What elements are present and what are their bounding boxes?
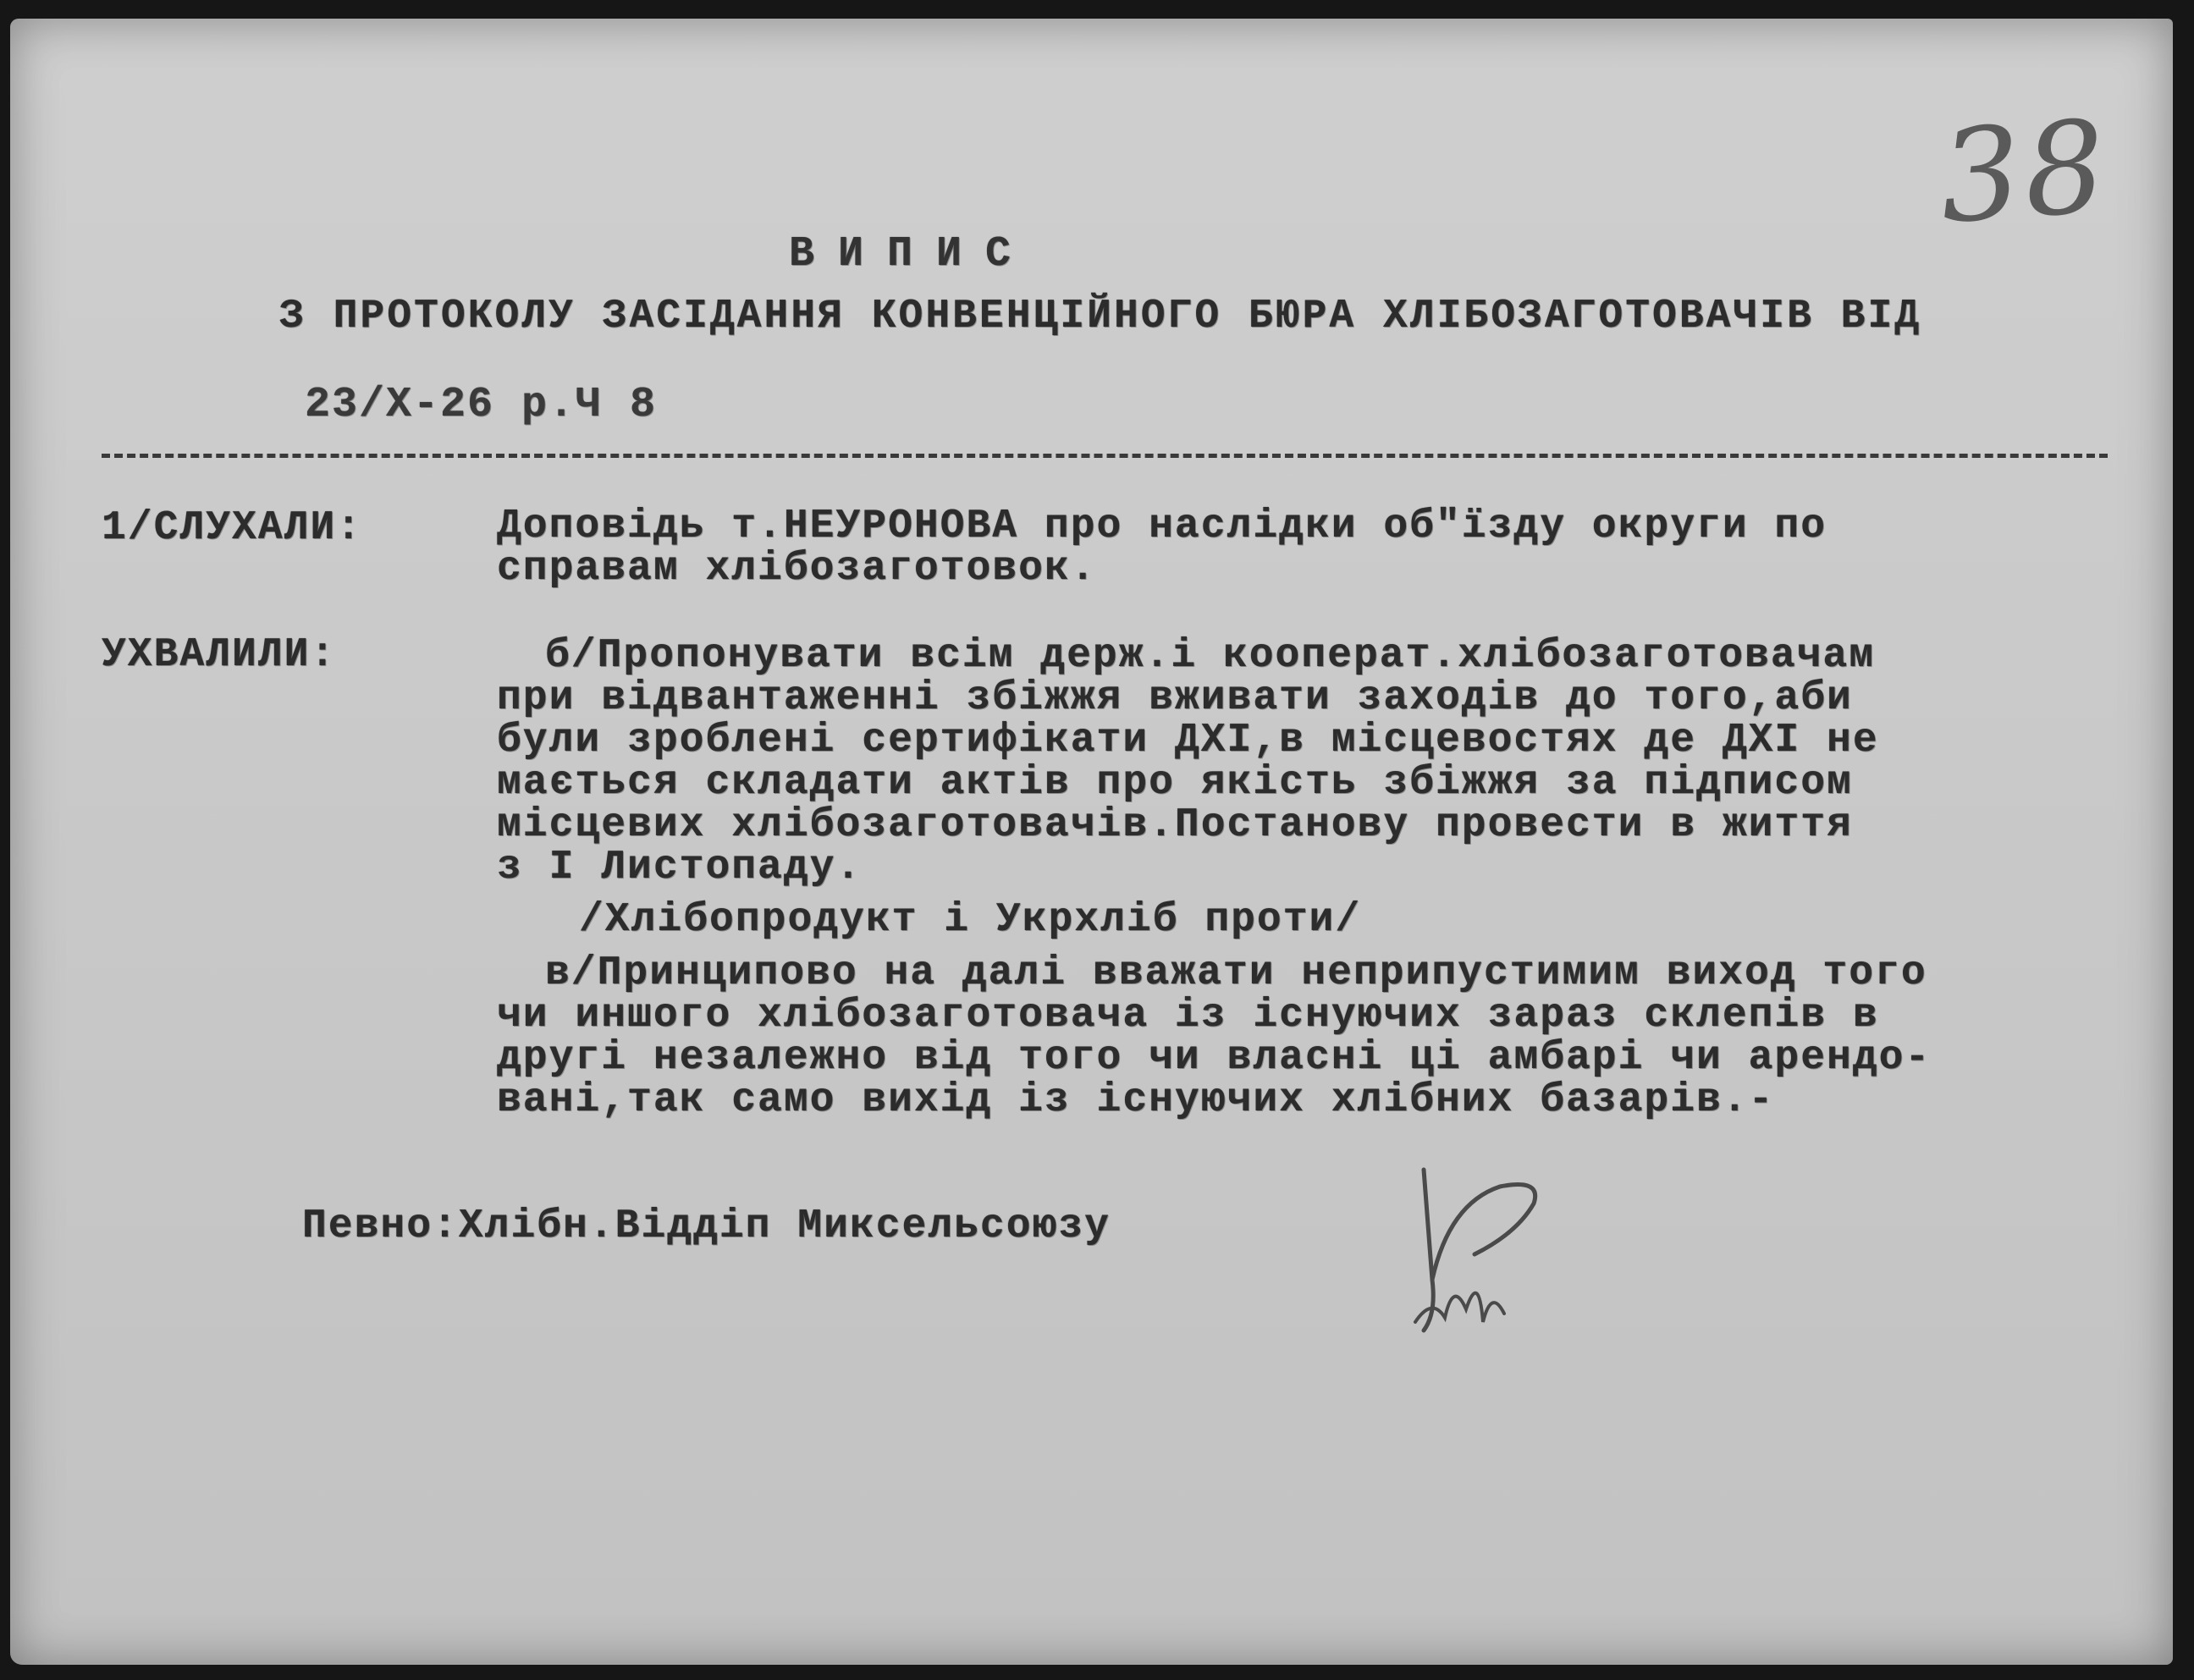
handwritten-signature [1398, 1153, 1559, 1347]
resolved-line: б/Пропонувати всім держ.і кооперат.хлібозаготовачам [545, 633, 1876, 679]
heard-line: Доповідь т.НЕУРОНОВА про наслідки об"їзду округи по [497, 504, 1827, 549]
heard-line: справам хлібозаготовок. [497, 546, 1097, 592]
resolved-line: місцевих хлібозаготовачів.Постанову провести в життя [497, 802, 1853, 848]
dashed-divider [102, 454, 2108, 458]
resolved-label: УХВАЛИЛИ: [102, 632, 337, 678]
resolved-line: мається складати актів про якість збіжжя за підписом [497, 760, 1853, 806]
heard-label: 1/СЛУХАЛИ: [102, 505, 363, 551]
resolved-line: при відвантаженні збіжжя вживати заходів до того,аби [497, 675, 1853, 721]
document-title: ВИПИС [789, 230, 1035, 278]
resolved-line: другі незалежно від того чи власні ці амбарі чи арендо- [497, 1035, 1932, 1081]
resolved-line: чи иншого хлібозаготовача із існуючих зараз склепів в [497, 993, 1879, 1038]
meeting-date-line: 23/Х-26 р.Ч 8 [305, 381, 658, 429]
resolved-line: були зроблені сертифікати ДХІ,в місцевостях де ДХІ не [497, 718, 1879, 763]
document-subtitle: З ПРОТОКОЛУ ЗАСІДАННЯ КОНВЕНЦІЙНОГО БЮРА ХЛІБОЗАГОТОВАЧІВ ВІД [279, 294, 1922, 339]
resolved-dissent-note: /Хлібопродукт і Укрхліб проти/ [579, 897, 1362, 943]
handwritten-page-number: 38 [1935, 93, 2114, 252]
certified-copy-line: Певно:Хлібн.Віддіп Миксельсоюзу [302, 1204, 1111, 1249]
resolved-line: вані,так само вихід із існуючих хлібних базарів.- [497, 1077, 1775, 1123]
resolved-line: в/Принципово на далі вважати неприпустимим виход того [545, 950, 1927, 996]
document-sheet [10, 19, 2173, 1665]
resolved-line: з І Листопаду. [497, 845, 863, 890]
